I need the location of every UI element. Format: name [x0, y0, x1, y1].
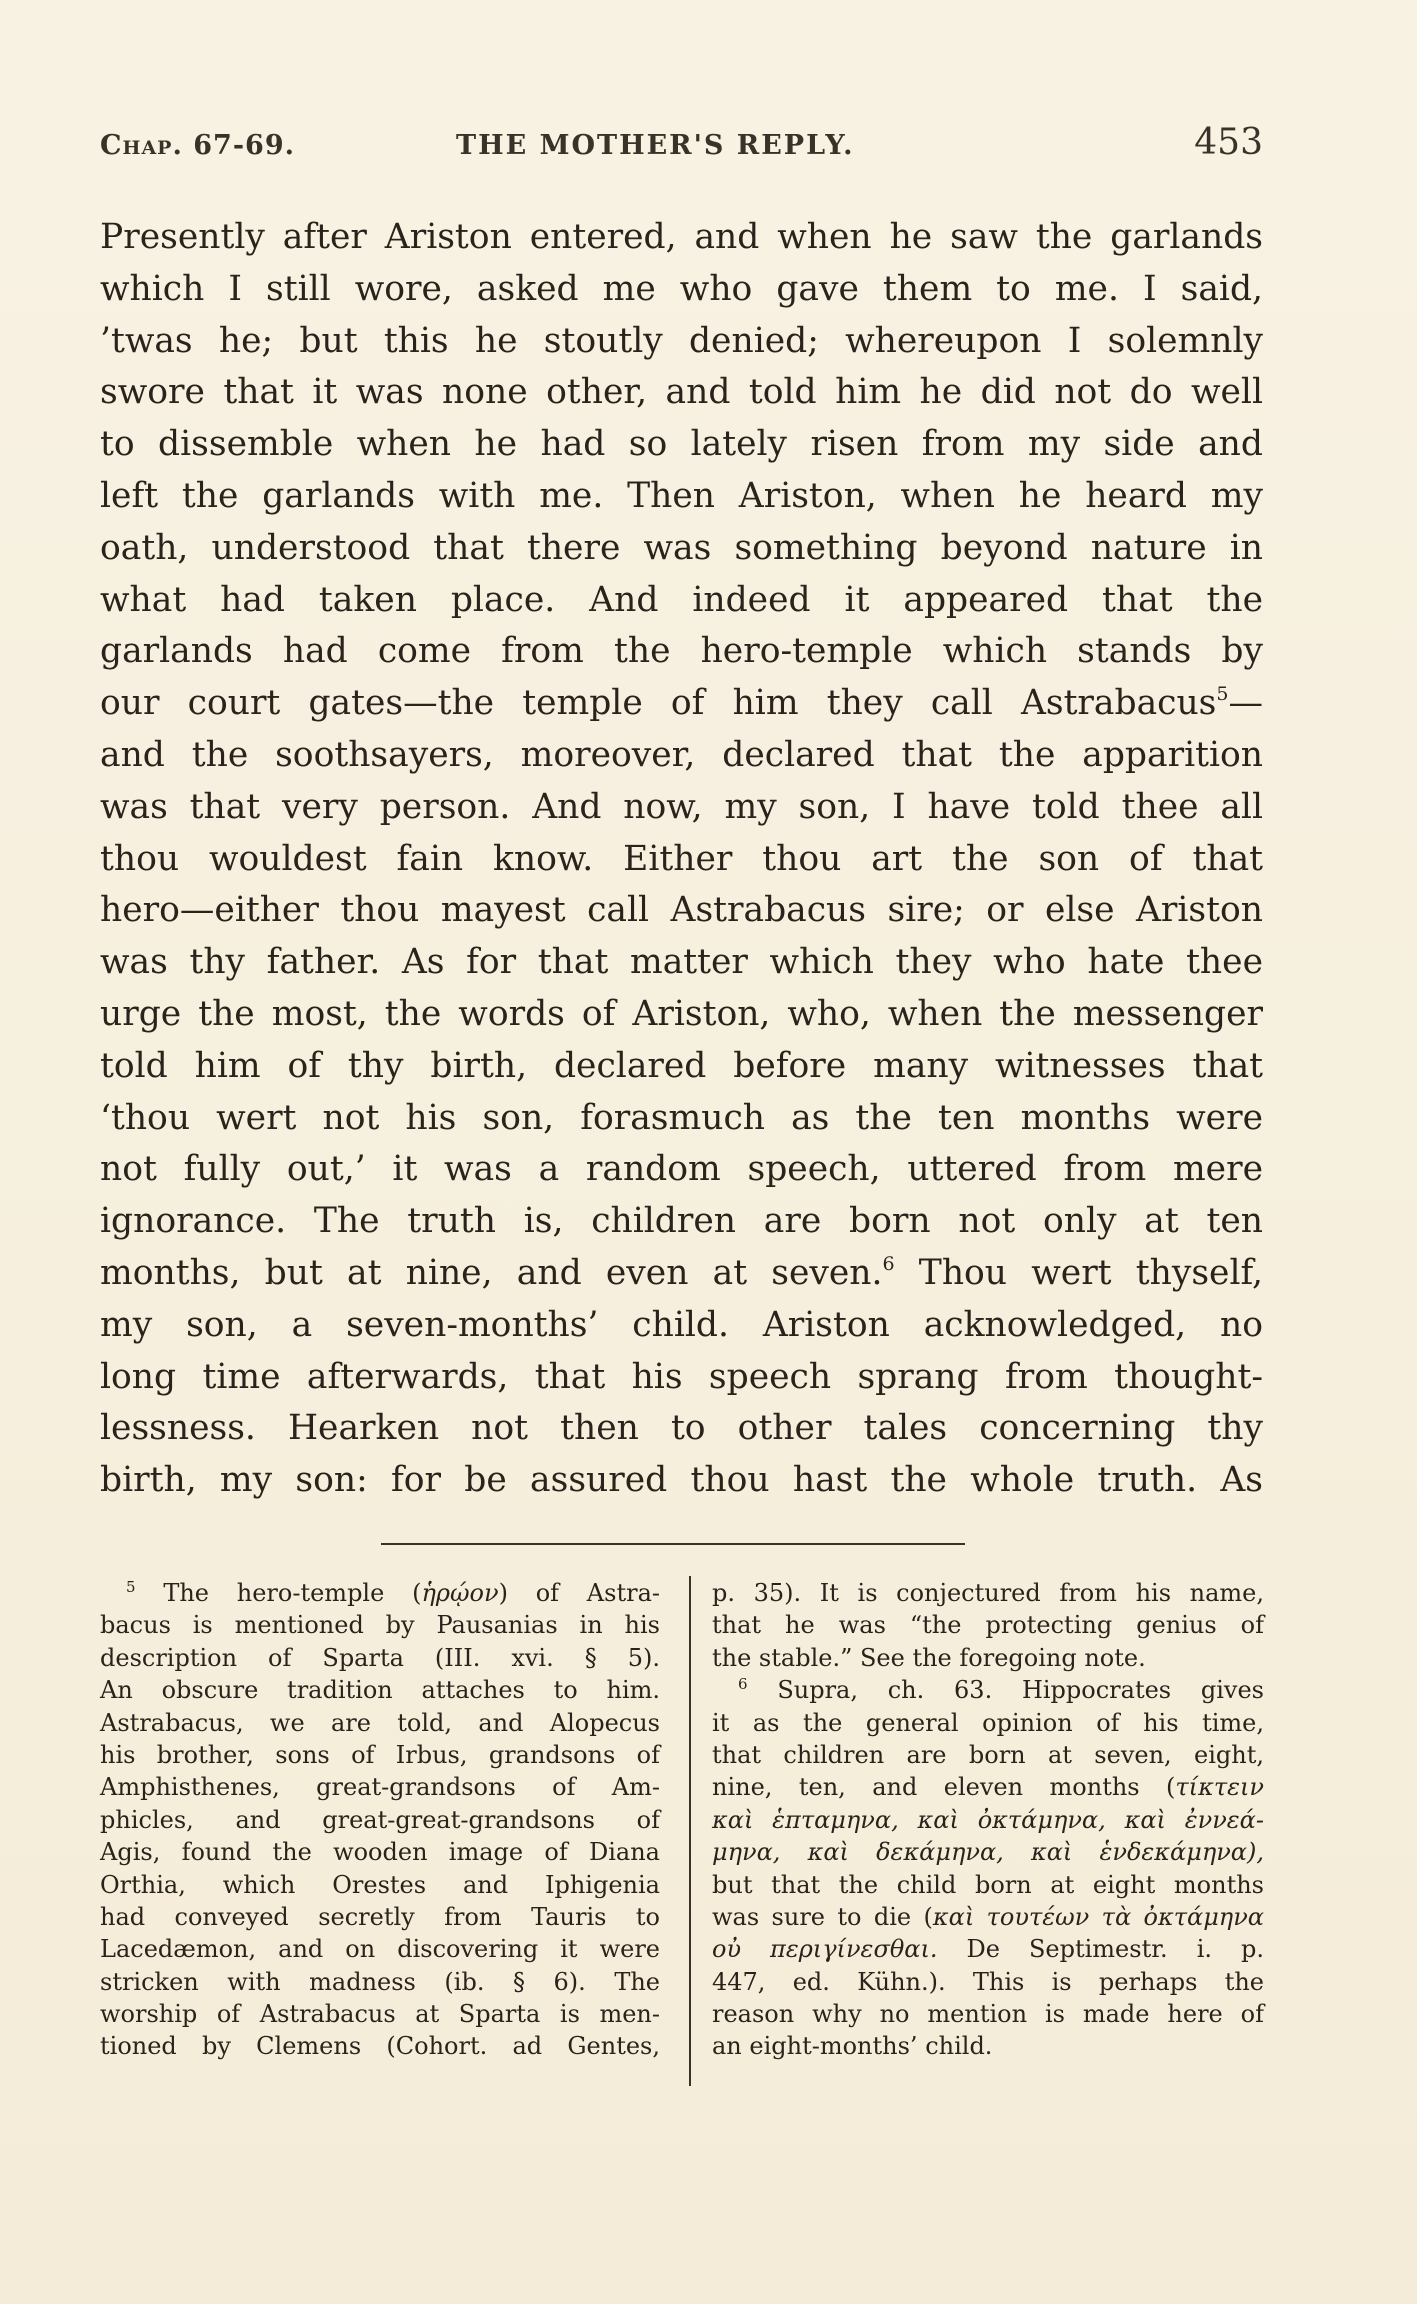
footnote-line	[100, 1577, 660, 1609]
footnote-line	[712, 1933, 1264, 1965]
greek-phrase: τίκτειν	[1175, 1773, 1264, 1802]
footnote-line: an eight-months’ child.	[712, 2032, 993, 2061]
text-line: was thy father. As for that matter which they who hate thee	[100, 942, 1263, 983]
text-line: long time afterwards, that his speech sprang from thought-	[100, 1356, 1263, 1397]
text-line: left the garlands with me. Then Ariston, when he heard my	[100, 475, 1263, 516]
chapter-reference: Chap. 67-69.	[100, 130, 296, 161]
text-segment: Supra, ch. 63. Hippocrates gives	[777, 1676, 1264, 1705]
footnote-line: the stable.” See the foregoing note.	[712, 1643, 1146, 1672]
text-line: ‘thou wert not his son, forasmuch as the ten months were	[100, 1097, 1263, 1138]
footnote-line: but that the child born at eight months	[712, 1870, 1264, 1899]
text-line: ignorance. The truth is, children are born not only at ten	[100, 1201, 1263, 1242]
text-line: which I still wore, asked me who gave them to me. I said,	[100, 268, 1263, 309]
text-line: Presently after Ariston entered, and when he saw the garlands	[100, 217, 1263, 257]
footnote-line: Amphisthenes, great-grandsons of Am-	[100, 1773, 660, 1802]
text-line: not fully out,’ it was a random speech, uttered from mere	[100, 1149, 1263, 1190]
text-segment: ) of Astra-	[498, 1579, 660, 1607]
text-segment: months, but at nine, and even at seven.	[100, 1252, 883, 1293]
greek-phrase: καὶ τουτέων τὰ ὀκτάμηνα	[932, 1902, 1264, 1931]
text-line-with-footnote-ref	[100, 1248, 1263, 1300]
text-line: garlands had come from the hero-temple which stands by	[100, 631, 1263, 672]
footnote-ref-6[interactable]: 6	[882, 1252, 895, 1275]
text-line: told him of thy birth, declared before many witnesses that	[100, 1045, 1263, 1086]
page-number: 453	[1194, 122, 1263, 163]
footnote-line: that children are born at seven, eight,	[712, 1740, 1264, 1769]
text-line: was that very person. And now, my son, I have told thee all	[100, 786, 1263, 827]
footnote-line: worship of Astrabacus at Sparta is men-	[100, 2000, 660, 2029]
text-segment: De Septimestr. i. p.	[937, 1935, 1264, 1964]
footnote-line: that he was “the protecting genius of	[712, 1611, 1264, 1640]
footnote-line: bacus is mentioned by Pausanias in his	[100, 1611, 660, 1640]
footnote-line: p. 35). It is conjectured from his name,	[712, 1579, 1264, 1607]
text-line: thou wouldest fain know. Either thou art the son of that	[100, 838, 1263, 879]
text-line: birth, my son: for be assured thou hast the whole truth. As	[100, 1460, 1263, 1501]
footnote-line	[712, 1674, 1264, 1706]
text-segment: our court gates—the temple of him they call Astrabacus	[100, 683, 1217, 724]
text-segment: The hero-temple (	[163, 1579, 422, 1607]
footnote-line: his brother, sons of Irbus, grandsons of	[100, 1740, 660, 1769]
footnote-marker-6: 6	[738, 1675, 748, 1694]
text-line: my son, a seven-months’ child. Ariston acknowledged, no	[100, 1304, 1263, 1345]
footnote-line: stricken with madness (ib. § 6). The	[100, 1967, 660, 1996]
footnote-5	[100, 1577, 660, 2063]
footnote-ref-5[interactable]: 5	[1216, 683, 1229, 706]
footnote-separator-rule	[381, 1543, 965, 1545]
footnote-column-divider	[689, 1576, 691, 2086]
text-line: urge the most, the words of Ariston, who, when the messenger	[100, 993, 1263, 1034]
greek-word: ἡρῴον	[421, 1579, 499, 1607]
footnote-line: Lacedæmon, and on discovering it were	[100, 1935, 660, 1964]
footnote-line: it as the general opinion of his time,	[712, 1708, 1264, 1737]
footnote-line: 447, ed. Kühn.). This is perhaps the	[712, 1967, 1264, 1996]
footnote-line: tioned by Clemens (Cohort. ad Gentes,	[100, 2032, 660, 2061]
footnote-line: An obscure tradition attaches to him.	[100, 1676, 660, 1705]
text-segment: —	[1228, 683, 1263, 724]
footnote-line: Orthia, which Orestes and Iphigenia	[100, 1870, 660, 1899]
footnote-line-greek: μηνα, καὶ δεκάμηνα, καὶ ἑνδεκάμηνα),	[712, 1838, 1264, 1867]
text-segment: was sure to die (	[712, 1902, 933, 1931]
text-line: ’twas he; but this he stoutly denied; whereupon I solemnly	[100, 320, 1263, 361]
greek-phrase: οὐ περιγίνεσθαι.	[712, 1935, 938, 1964]
page-title: THE MOTHER'S REPLY.	[456, 130, 855, 161]
footnote-line: reason why no mention is made here of	[712, 2000, 1264, 2029]
footnote-line: Astrabacus, we are told, and Alopecus	[100, 1708, 660, 1737]
text-line: and the soothsayers, moreover, declared that the apparition	[100, 734, 1263, 775]
text-segment: nine, ten, and eleven months (	[712, 1773, 1176, 1802]
running-head	[100, 122, 1263, 172]
footnote-line: Agis, found the wooden image of Diana	[100, 1838, 660, 1867]
footnote-line-greek: καὶ ἑπταμηνα, καὶ ὀκτάμηνα, καὶ ἐννεά-	[712, 1805, 1264, 1834]
text-line: hero—either thou mayest call Astrabacus sire; or else Ariston	[100, 890, 1263, 931]
text-line: swore that it was none other, and told him he did not do well	[100, 372, 1263, 413]
main-text	[100, 212, 1263, 1507]
footnote-5-continued-and-footnote-6	[712, 1577, 1264, 2063]
text-line: oath, understood that there was something beyond nature in	[100, 527, 1263, 568]
footnote-line: had conveyed secretly from Tauris to	[100, 1902, 660, 1931]
footnote-line: phicles, and great-great-grandsons of	[100, 1805, 660, 1834]
text-line: what had taken place. And indeed it appeared that the	[100, 579, 1263, 620]
text-line-with-footnote-ref	[100, 678, 1263, 730]
text-line: lessness. Hearken not then to other tales concerning thy	[100, 1408, 1263, 1449]
footnote-line: description of Sparta (III. xvi. § 5).	[100, 1643, 660, 1672]
footnote-line	[712, 1901, 1264, 1933]
text-segment: Thou wert thyself,	[894, 1252, 1263, 1293]
footnote-line	[712, 1771, 1264, 1803]
footnote-marker-5: 5	[126, 1578, 136, 1596]
text-line: to dissemble when he had so lately risen from my side and	[100, 424, 1263, 465]
